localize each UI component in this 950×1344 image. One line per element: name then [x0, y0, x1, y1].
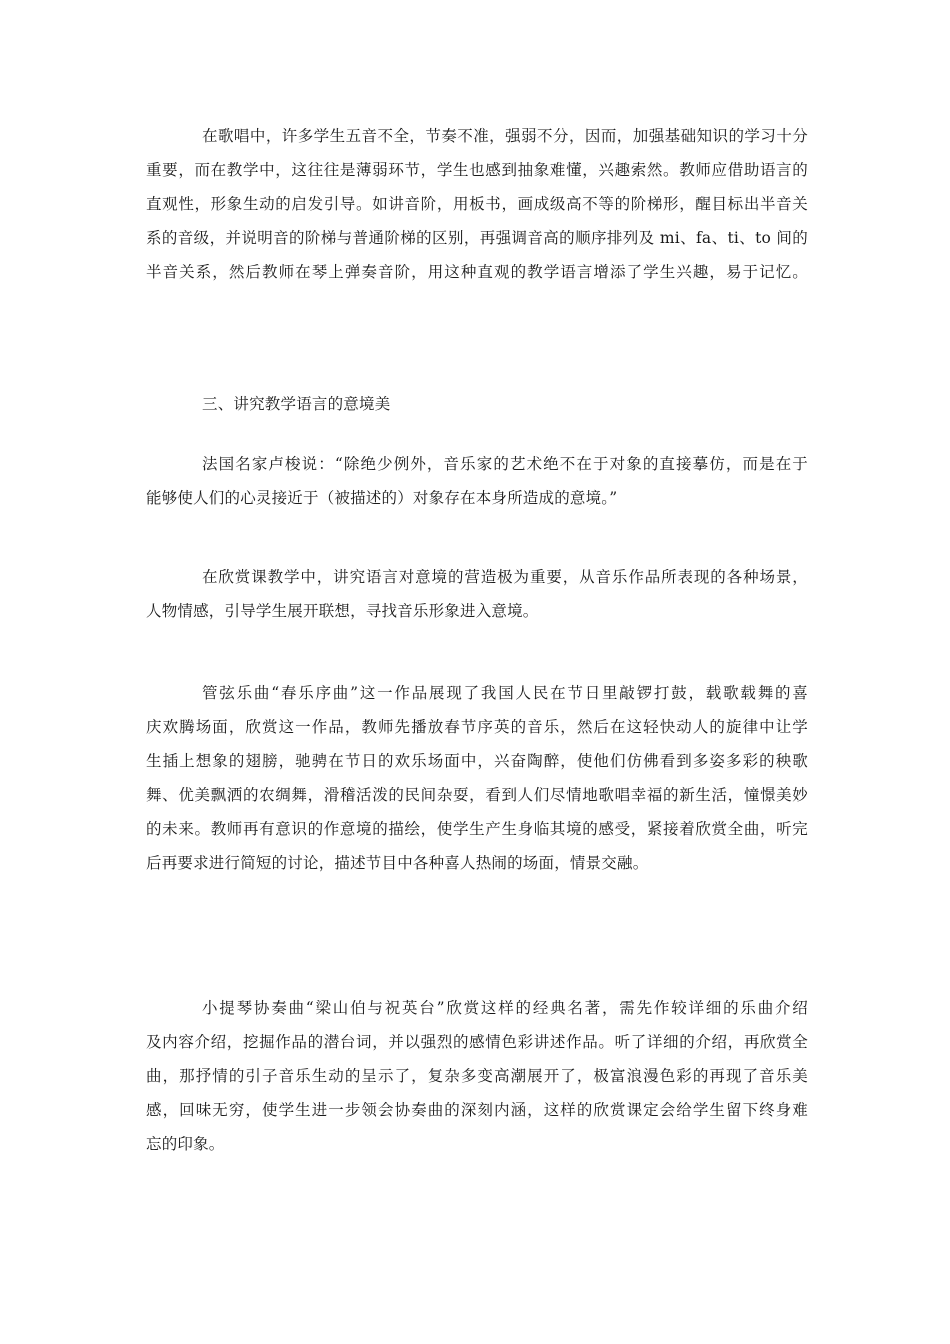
paragraph-line: 后再要求进行简短的讨论，描述节目中各种喜人热闹的场面，情景交融。	[146, 854, 649, 872]
paragraph-line: 管弦乐曲“春乐序曲”这一作品展现了我国人民在节日里敲锣打鼓，载歌载舞的喜	[202, 684, 808, 702]
section-heading-text: 三、讲究教学语言的意境美	[202, 395, 391, 413]
paragraph-line: 小提琴协奏曲“梁山伯与祝英台”欣赏这样的经典名著，需先作较详细的乐曲介绍	[202, 999, 808, 1017]
paragraph-line: 在歌唱中，许多学生五音不全，节奏不准，强弱不分，因而，加强基础知识的学习十分	[202, 127, 808, 145]
paragraph-line: 法国名家卢梭说：“除绝少例外，音乐家的艺术绝不在于对象的直接摹仿，而是在于	[202, 455, 808, 473]
paragraph-line: 及内容介绍，挖掘作品的潜台词，并以强烈的感情色彩讲述作品。听了详细的介绍，再欣赏全	[146, 1033, 808, 1051]
paragraph-line: 曲，那抒情的引子音乐生动的呈示了，复杂多变高潮展开了，极富浪漫色彩的再现了音乐美	[146, 1067, 808, 1085]
paragraph-line: 舞、优美飘洒的农绸舞，滑稽活泼的民间杂耍，看到人们尽情地歌唱幸福的新生活，憧憬美妙	[146, 786, 808, 804]
paragraph-4	[146, 676, 808, 880]
paragraph-line: 在欣赏课教学中，讲究语言对意境的营造极为重要，从音乐作品所表现的各种场景，	[202, 568, 808, 586]
paragraph-5	[146, 991, 808, 1161]
paragraph-line: 系的音级，并说明音的阶梯与普通阶梯的区别，再强调音高的顺序排列及 mi、fa、ti、to 间的	[146, 229, 808, 247]
paragraph-1	[146, 119, 808, 289]
paragraph-line: 生插上想象的翅膀，驰骋在节日的欢乐场面中，兴奋陶醉，使他们仿佛看到多姿多彩的秧歌	[146, 752, 808, 770]
paragraph-line: 半音关系，然后教师在琴上弹奏音阶，用这种直观的教学语言增添了学生兴趣，易于记忆。	[146, 263, 808, 281]
paragraph-line: 的未来。教师再有意识的作意境的描绘，使学生产生身临其境的感受，紧接着欣赏全曲，听完	[146, 820, 808, 838]
paragraph-line: 感，回味无穷，使学生进一步领会协奏曲的深刻内涵，这样的欣赏课定会给学生留下终身难	[146, 1101, 808, 1119]
paragraph-line: 重要，而在教学中，这往往是薄弱环节，学生也感到抽象难懂，兴趣索然。教师应借助语言的	[146, 161, 808, 179]
paragraph-line: 忘的印象。	[146, 1135, 225, 1153]
section-heading	[146, 387, 808, 421]
paragraph-line: 庆欢腾场面，欣赏这一作品，教师先播放春节序英的音乐，然后在这轻快动人的旋律中让学	[146, 718, 808, 736]
paragraph-line: 人物情感，引导学生展开联想，寻找音乐形象进入意境。	[146, 602, 539, 620]
paragraph-line: 能够使人们的心灵接近于（被描述的）对象存在本身所造成的意境。”	[146, 489, 618, 507]
paragraph-2	[146, 447, 808, 515]
paragraph-3	[146, 560, 808, 628]
paragraph-line: 直观性，形象生动的启发引导。如讲音阶，用板书，画成级高不等的阶梯形，醒目标出半音关	[146, 195, 808, 213]
